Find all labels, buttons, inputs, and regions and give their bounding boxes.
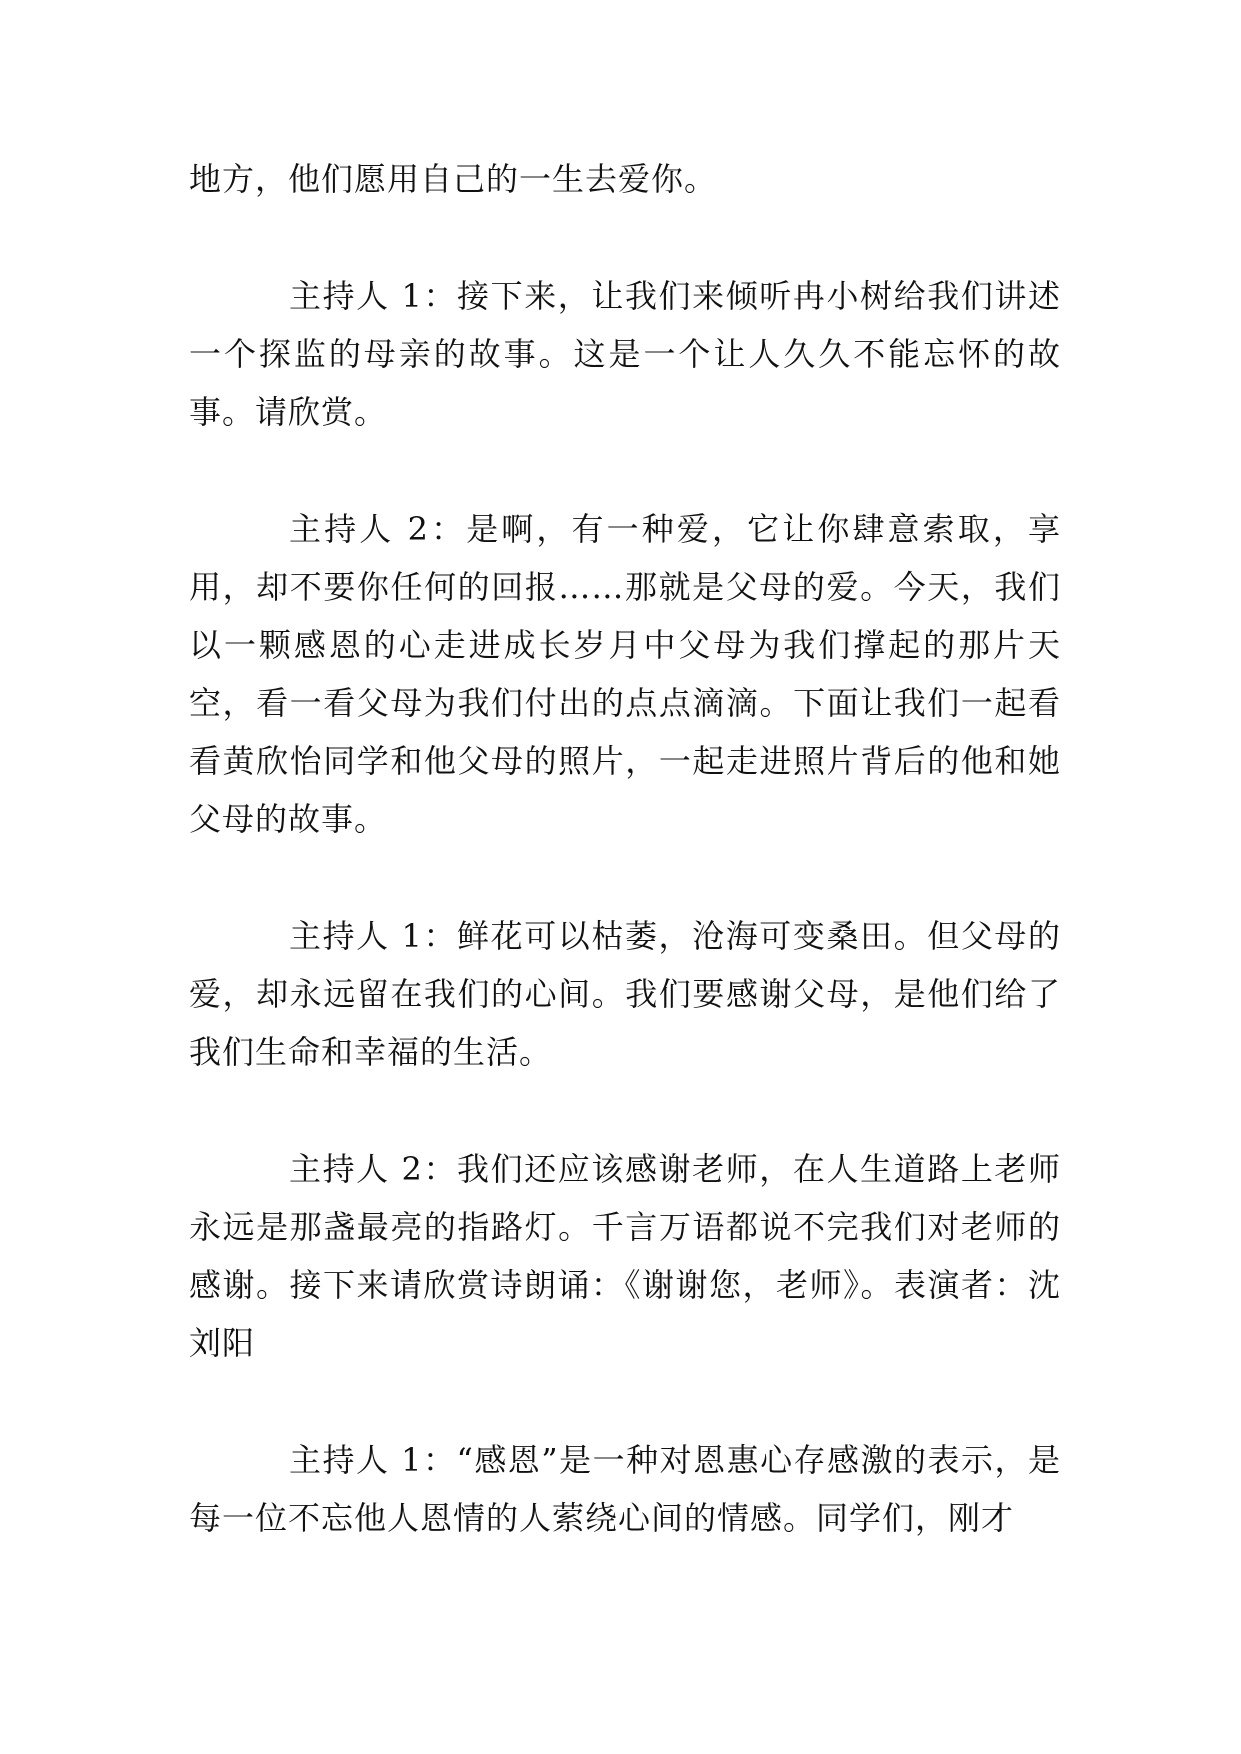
document-body bbox=[189, 150, 1061, 1547]
paragraph-host1-thank-parents: 主持人 1：鲜花可以枯萎，沧海可变桑田。但父母的爱，却永远留在我们的心间。我们要感谢父母，是他们给了我们生命和幸福的生活。 bbox=[189, 917, 1061, 1071]
paragraph-host2-thank-teachers: 主持人 2：我们还应该感谢老师，在人生道路上老师永远是那盏最亮的指路灯。千言万语都说不完我们对老师的感谢。接下来请欣赏诗朗诵：《谢谢您，老师》。表演者：沈刘阳 bbox=[189, 1150, 1061, 1362]
paragraph-host1-gratitude: 主持人 1：“感恩”是一种对恩惠心存感激的表示，是每一位不忘他人恩情的人萦绕心间的情感。同学们，刚才 bbox=[189, 1441, 1061, 1537]
paragraph-continuation: 地方，他们愿用自己的一生去爱你。 bbox=[189, 160, 718, 198]
paragraph-host2-parents-love: 主持人 2：是啊，有一种爱，它让你肆意索取，享用，却不要你任何的回报……那就是父母的爱。今天，我们以一颗感恩的心走进成长岁月中父母为我们撑起的那片天空，看一看父母为我们付出的点点滴滴。下面让我们一起看看黄欣怡同学和他父母的照片，一起走进照片背后的他和她父母的故事。 bbox=[189, 510, 1061, 838]
paragraph-host1-prison-mother: 主持人 1：接下来，让我们来倾听冉小树给我们讲述一个探监的母亲的故事。这是一个让人久久不能忘怀的故事。请欣赏。 bbox=[189, 277, 1061, 431]
